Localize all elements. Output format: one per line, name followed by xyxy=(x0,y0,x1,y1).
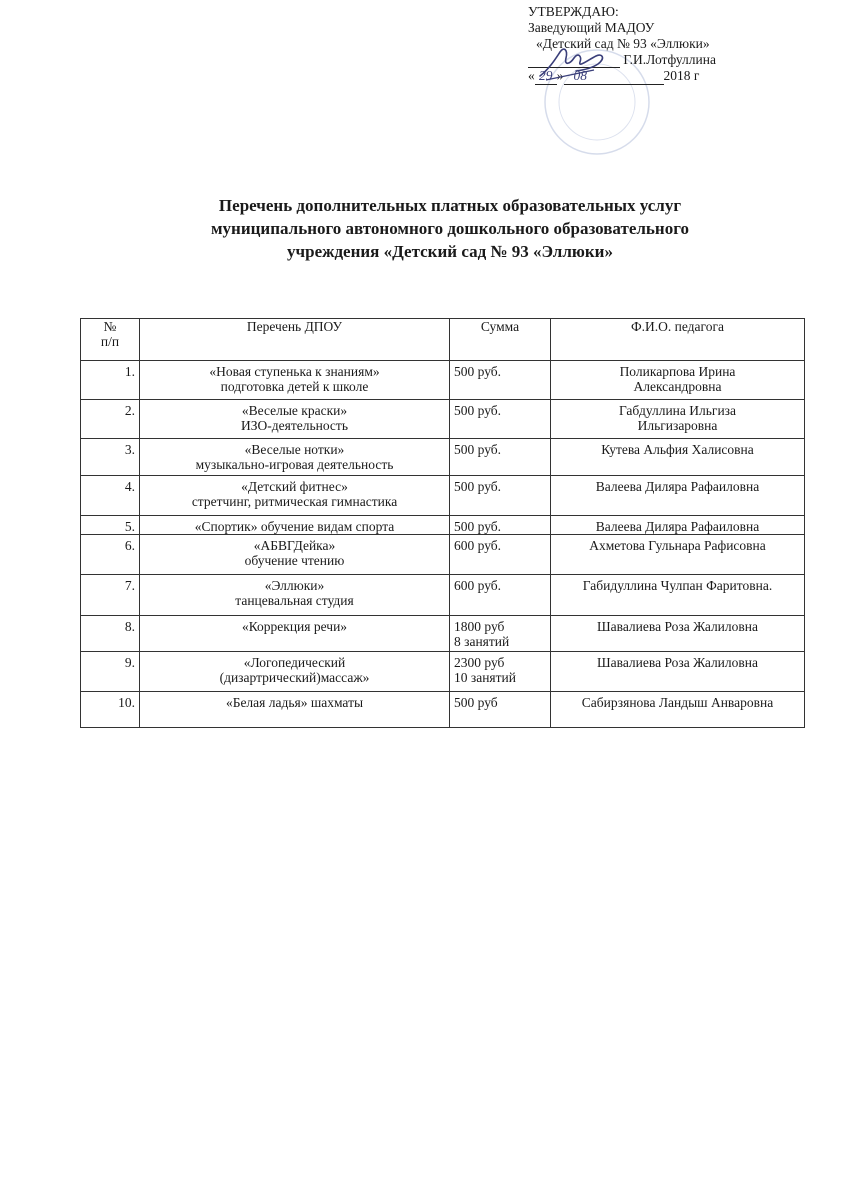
table-row xyxy=(81,652,805,692)
row-sum: 1800 руб 8 занятий xyxy=(450,616,551,652)
table-row xyxy=(81,692,805,728)
row-service: «Веселые краски» ИЗО-деятельность xyxy=(140,400,450,439)
title-line-2: муниципального автономного дошкольного образовательного xyxy=(210,219,690,238)
table-row xyxy=(81,516,805,535)
row-teacher: Сабирзянова Ландыш Анваровна xyxy=(551,692,805,728)
row-teacher: Габдуллина Ильгиза Ильгизаровна xyxy=(551,400,805,439)
signature-icon xyxy=(536,40,616,85)
services-table xyxy=(80,318,805,728)
row-num: 6. xyxy=(81,535,140,575)
row-service: «Спортик» обучение видам спорта xyxy=(140,516,450,535)
row-num: 4. xyxy=(81,476,140,516)
row-sum: 600 руб. xyxy=(450,535,551,575)
approval-heading: УТВЕРЖДАЮ: xyxy=(528,4,619,19)
table-row xyxy=(81,535,805,575)
row-teacher: Габидуллина Чулпан Фаритовна. xyxy=(551,575,805,616)
header-sum: Сумма xyxy=(450,319,551,361)
row-service: «Новая ступенька к знаниям» подготовка детей к школе xyxy=(140,361,450,400)
row-teacher: Кутева Альфия Халисовна xyxy=(551,439,805,476)
row-num: 3. xyxy=(81,439,140,476)
row-service: «Коррекция речи» xyxy=(140,616,450,652)
row-num: 10. xyxy=(81,692,140,728)
title-line-3: учреждения «Детский сад № 93 «Эллюки» xyxy=(287,242,613,261)
row-service: «АБВГДейка» обучение чтению xyxy=(140,535,450,575)
row-num: 8. xyxy=(81,616,140,652)
date-open-quote: « xyxy=(528,68,535,83)
row-sum: 500 руб xyxy=(450,692,551,728)
row-sum: 2300 руб 10 занятий xyxy=(450,652,551,692)
date-close-quote: » xyxy=(556,68,564,83)
table-row xyxy=(81,361,805,400)
row-num: 7. xyxy=(81,575,140,616)
table-row xyxy=(81,575,805,616)
row-teacher: Шавалиева Роза Жалиловна xyxy=(551,616,805,652)
row-teacher: Шавалиева Роза Жалиловна xyxy=(551,652,805,692)
table-row xyxy=(81,400,805,439)
table-row xyxy=(81,439,805,476)
header-teacher: Ф.И.О. педагога xyxy=(551,319,805,361)
row-num: 5. xyxy=(81,516,140,535)
title-line-1: Перечень дополнительных платных образовательных услуг xyxy=(218,196,682,215)
date-day: 29 xyxy=(535,68,557,85)
table-header-row xyxy=(81,319,805,361)
row-num: 9. xyxy=(81,652,140,692)
date-year: 2018 г xyxy=(663,68,700,83)
approval-name: Г.И.Лотфуллина xyxy=(623,52,716,67)
row-sum: 500 руб. xyxy=(450,476,551,516)
row-teacher: Ахметова Гульнара Рафисовна xyxy=(551,535,805,575)
row-sum: 500 руб. xyxy=(450,516,551,535)
header-name: Перечень ДПОУ xyxy=(140,319,450,361)
date-month: 08 xyxy=(564,68,664,85)
row-teacher: Валеева Диляра Рафаиловна xyxy=(551,516,805,535)
row-service: «Детский фитнес» стретчинг, ритмическая гимнастика xyxy=(140,476,450,516)
row-sum: 500 руб. xyxy=(450,439,551,476)
row-service: «Белая ладья» шахматы xyxy=(140,692,450,728)
table-row xyxy=(81,616,805,652)
row-teacher: Валеева Диляра Рафаиловна xyxy=(551,476,805,516)
header-num: № п/п xyxy=(81,319,140,361)
approval-position: Заведующий МАДОУ xyxy=(528,20,655,35)
row-num: 2. xyxy=(81,400,140,439)
row-service: «Логопедический (дизартрический)массаж» xyxy=(140,652,450,692)
document-title xyxy=(150,194,750,263)
table-row xyxy=(81,476,805,516)
row-sum: 500 руб. xyxy=(450,400,551,439)
row-sum: 500 руб. xyxy=(450,361,551,400)
row-num: 1. xyxy=(81,361,140,400)
row-teacher: Поликарпова Ирина Александровна xyxy=(551,361,805,400)
row-service: «Эллюки» танцевальная студия xyxy=(140,575,450,616)
row-service: «Веселые нотки» музыкально-игровая деятельность xyxy=(140,439,450,476)
approval-organization: «Детский сад № 93 «Эллюки» xyxy=(536,36,710,51)
row-sum: 600 руб. xyxy=(450,575,551,616)
